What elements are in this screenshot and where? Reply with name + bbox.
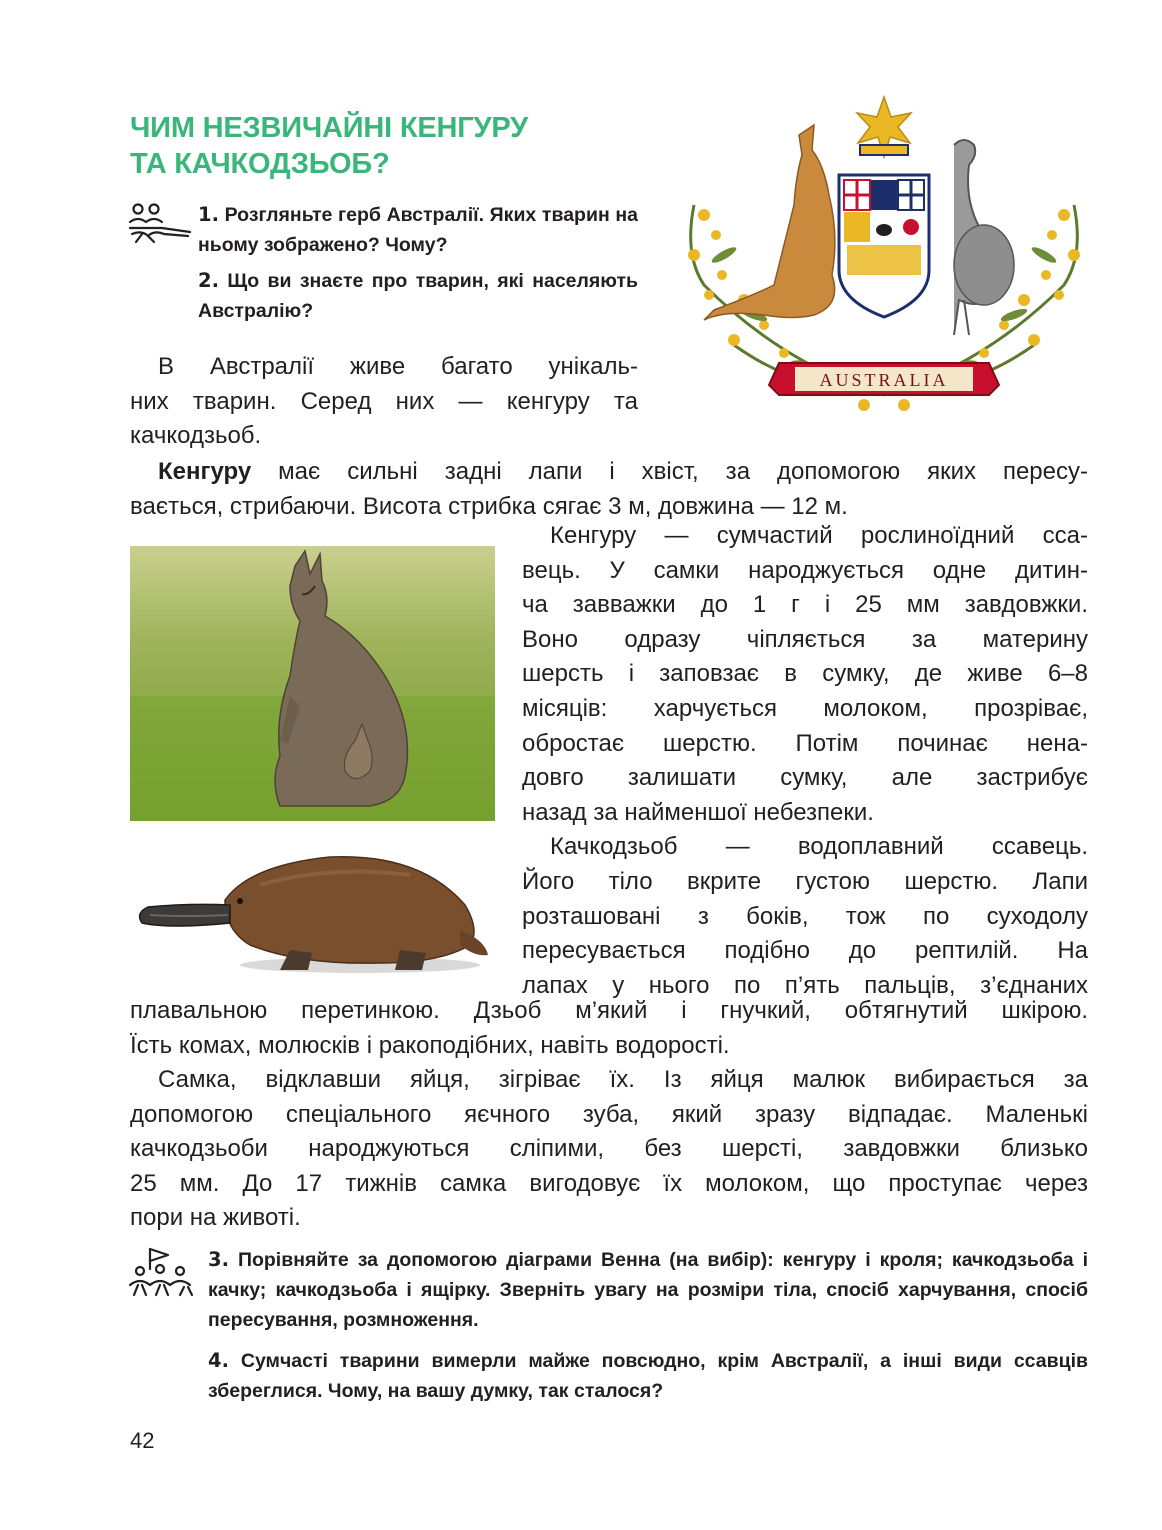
kangaroo-line-2: вається, стрибаючи. Висота стрибка сягає 3 м, довжина — 12 м. [130, 492, 848, 520]
reproduction-paragraph [130, 1063, 1088, 1236]
pair-work-icon [128, 202, 194, 244]
female-line-2: допомогою спеціального яєчного зуба, який зразу відпадає. Маленькі [130, 1100, 1088, 1128]
intro-line-1: В Австралії живе багато унікаль- [158, 353, 638, 380]
task-1-text: Розгляньте герб Австралії. Яких тварин на ньому зображено? Чому? [198, 204, 638, 256]
task-2-number: 2. [198, 269, 219, 292]
k-desc-line-4: Воно одразу чіпляється за материну [522, 625, 1088, 653]
p-full-line-1: плавальною перетинкою. Дзьоб м’який і гнучкий, обтягнутий шкірою. [130, 997, 1088, 1024]
kangaroo-photo [130, 546, 495, 821]
female-line-3: качкодзьоби народжуються сліпими, без шерсті, завдовжки близько [130, 1135, 1088, 1163]
kangaroo-figure [704, 125, 835, 320]
task-2 [198, 266, 638, 326]
k-desc-line-8: довго залишати сумку, але застрибує [522, 764, 1088, 792]
ribbon-text: AUSTRALIA [819, 370, 949, 390]
p-desc-line-4: пересувається подібно до рептилій. На [522, 937, 1088, 965]
k-desc-line-2: вець. У самки народжується одне дитин- [522, 556, 1088, 584]
title-line-2: ТА КАЧКОДЗЬОБ? [130, 148, 390, 180]
p-full-line-2: Їсть комах, молюсків і ракоподібних, навіть водорості. [130, 1031, 730, 1059]
australia-coat-of-arms [664, 95, 1104, 440]
task-4-number: 4. [208, 1349, 229, 1372]
page-number: 42 [130, 1428, 155, 1453]
female-line-1: Самка, відклавши яйця, зігріває їх. Із яйця малюк вибирається за [158, 1066, 1088, 1093]
task-1 [198, 200, 638, 260]
intro-line-3: качкодзьоб. [130, 422, 262, 450]
task-4 [208, 1346, 1088, 1406]
intro-line-2: них тварин. Серед них — кенгуру та [130, 387, 638, 415]
kangaroo-line-1-rest: має сильні задні лапи і хвіст, за допомогою яких пересу- [251, 458, 1088, 485]
platypus-continuation [130, 994, 1088, 1063]
p-desc-line-1: Качкодзьоб — водоплавний ссавець. [550, 833, 1088, 861]
title-line-1: ЧИМ НЕЗВИЧАЙНІ КЕНГУРУ [130, 112, 528, 144]
page-title [130, 110, 650, 182]
task-4-text: Сумчасті тварини вимерли майже повсюдно, крім Австралії, а інші види ссавців збереглися. Чому, на вашу думку, так сталося? [208, 1350, 1088, 1402]
task-3-text: Порівняйте за допомогою діаграми Венна (на вибір): кенгуру і кроля; качкодзьоба і качку; качкодзьоба і ящірку. Зверніть увагу на розміри тіла, спосіб харчування, спосіб пересування, розмноження. [208, 1249, 1089, 1331]
kangaroo-description [522, 519, 1088, 1003]
female-line-5: пори на животі. [130, 1204, 301, 1232]
k-desc-line-9: назад за найменшої небезпеки. [522, 798, 874, 826]
task-3-number: 3. [208, 1248, 229, 1271]
kangaroo-term: Кенгуру [158, 458, 252, 485]
female-line-4: 25 мм. До 17 тижнів самка вигодовує їх молоком, що проступає через [130, 1169, 1088, 1197]
k-desc-line-5: шерсть і заповзає в сумку, де живе 6–8 [522, 660, 1088, 688]
kangaroo-line-1 [130, 455, 1088, 490]
p-desc-line-3: розташовані з боків, тож по суходолу [522, 902, 1088, 930]
k-desc-line-6: місяців: харчується молоком, прозріває, [522, 694, 1088, 722]
k-desc-line-7: обростає шерстю. Потім починає нена- [522, 729, 1088, 757]
kangaroo-paragraph [130, 455, 1088, 524]
k-desc-line-3: ча завважки до 1 г і 25 мм завдовжки. [522, 591, 1088, 619]
task-1-number: 1. [198, 203, 219, 226]
intro-paragraph [130, 350, 638, 454]
p-desc-line-5: лапах у нього по п’ять пальців, з’єднаних [522, 971, 1088, 999]
k-desc-line-1: Кенгуру — сумчастий рослиноїдний сса- [550, 522, 1088, 549]
platypus-image [130, 845, 490, 980]
task-2-text: Що ви знаєте про тварин, які населяють Австралію? [198, 270, 638, 322]
task-3 [208, 1245, 1088, 1335]
group-work-icon [128, 1245, 200, 1297]
p-desc-line-2: Його тіло вкрите густою шерстю. Лапи [522, 867, 1088, 895]
